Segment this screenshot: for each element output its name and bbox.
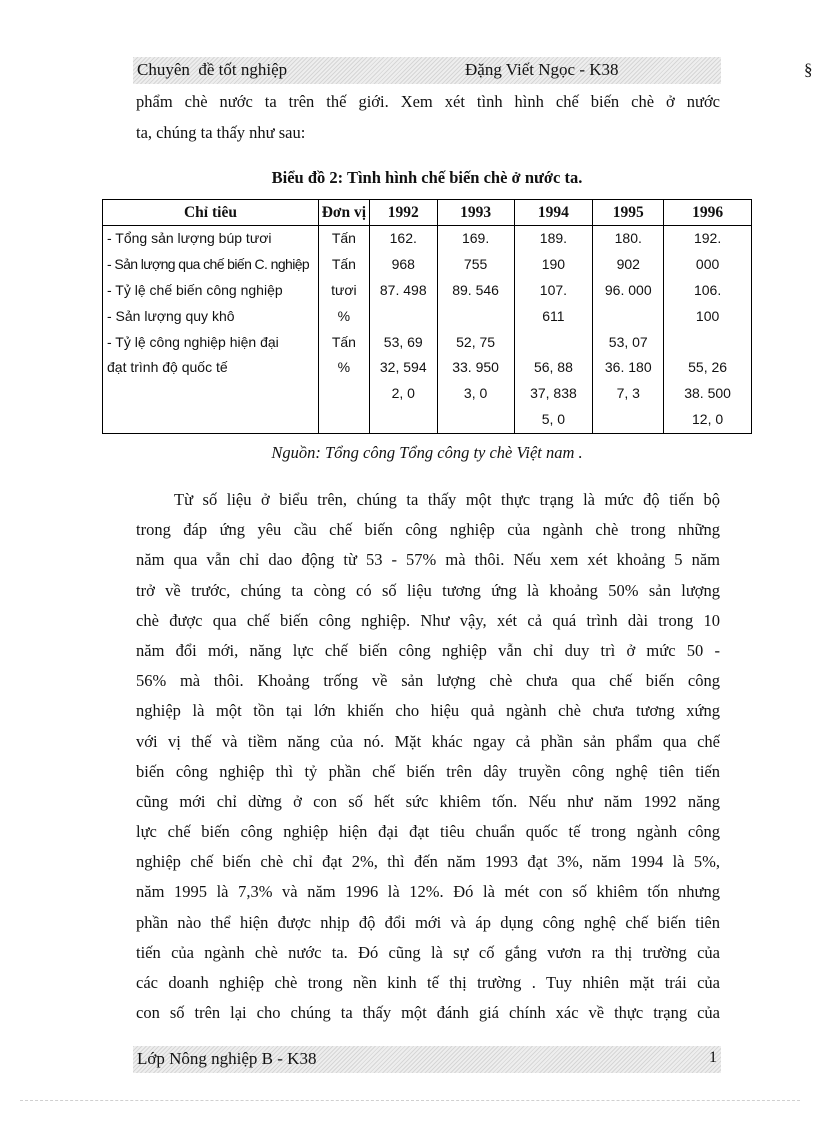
- body-line: 56% mà thôi. Khoảng trống về sản lượng chè chưa qua chế biến công: [136, 671, 720, 691]
- value-line: 755: [463, 255, 488, 272]
- value-line: [438, 304, 514, 330]
- body-line: các doanh nghiệp chè trong nền kinh tế thị trường . Tuy nhiên mặt trái của: [136, 973, 720, 992]
- body-line: con số trên lại cho chúng ta thấy một đánh giá chính xác về thực trạng của: [136, 1003, 720, 1023]
- cell-1992: [369, 226, 437, 434]
- cell-1993: [437, 226, 514, 434]
- value-line: 3, 0: [463, 385, 488, 402]
- indicator-line: - Tỷ lệ chế biến công nghiệp: [107, 281, 283, 298]
- body-line: nghiệp chế biến chè chỉ đạt 2%, thì đến năm 1993 đạt 3%, năm 1994 là 5%,: [136, 852, 720, 872]
- footer-class: Lớp Nông nghiệp B - K38: [137, 1049, 317, 1068]
- unit-line: Tấn: [331, 230, 356, 246]
- cell-units: [318, 226, 369, 434]
- th-1996: 1996: [664, 200, 752, 226]
- body-line: tiến của ngành chè nước ta. Đó cũng là sự cố gắng vươn ra thị trường của: [136, 942, 720, 962]
- th-1995: 1995: [593, 200, 664, 226]
- body-line: chè được qua chế biến công nghiệp. Như vậy, xét cả quá trình dài trong 10: [136, 610, 720, 630]
- intro-line-2: ta, chúng ta thấy như sau:: [136, 123, 306, 142]
- unit-line: tươi: [331, 281, 357, 298]
- body-line: trong đáp ứng yêu cầu chế biến công nghiệp của ngành chè trong những: [136, 520, 720, 540]
- body-line: Từ số liệu ở biểu trên, chúng ta thấy một thực trạng là mức độ tiến bộ: [174, 490, 720, 509]
- intro-line-1: phẩm chè nước ta trên thế giới. Xem xét tình hình chế biến chè ở nước: [136, 92, 720, 111]
- value-line: 12, 0: [692, 411, 724, 428]
- body-line: với vị thế và tiềm năng của nó. Mặt khác ngay cả phần sản phẩm qua chế: [136, 731, 720, 751]
- page-bottom-divider: [20, 1100, 800, 1101]
- value-line: 37, 838: [530, 385, 577, 402]
- body-line: năm qua vẫn chỉ dao động từ 53 - 57% mà thôi. Nếu xem xét khoảng 5 năm: [136, 550, 720, 570]
- table-caption: Biểu đồ 2: Tình hình chế biến chè ở nước ta.: [271, 168, 583, 187]
- value-line: 36. 180: [604, 359, 652, 376]
- value-line: 169.: [461, 230, 490, 246]
- page-header: [133, 57, 721, 84]
- value-line: 189.: [539, 230, 568, 246]
- value-line: 7, 3: [616, 385, 640, 402]
- body-line: năm đổi mới, năng lực chế biến công nghiệp vẫn chỉ duy trì ở mức 50 -: [136, 640, 720, 660]
- indicator-line: - Sản lượng quy khô: [107, 307, 235, 324]
- body-line: biến công nghiệp thì tỷ phần chế biến trên dây truyền công nghệ tiên tiến: [136, 761, 720, 781]
- data-table: [102, 199, 752, 434]
- value-line: 53, 69: [383, 333, 423, 350]
- unit-line: %: [337, 359, 351, 376]
- value-line: 190: [541, 255, 566, 272]
- value-line: 5, 0: [541, 411, 566, 428]
- value-line: 968: [391, 255, 415, 272]
- body-line: cũng mới chỉ dừng ở con số hết sức khiêm tốn. Nếu như năm 1992 năng: [136, 791, 720, 811]
- cell-1996: [664, 226, 752, 434]
- indicator-line: - Tổng sản lượng búp tươi: [107, 230, 272, 246]
- unit-line: Tấn: [331, 333, 356, 350]
- table-source: Nguồn: Tổng công Tổng công ty chè Việt nam .: [271, 443, 583, 462]
- cell-1994: [514, 226, 593, 434]
- body-line: năm 1995 là 7,3% và năm 1996 là 12%. Đó là mét con số khiêm tốn nhưng: [136, 882, 720, 902]
- value-line: [370, 304, 437, 330]
- unit-line: Tấn: [331, 255, 356, 272]
- header-title: Chuyên đề tốt nghiệp: [137, 60, 288, 79]
- cell-indicators: [103, 226, 319, 434]
- value-line: [664, 330, 751, 356]
- unit-line: %: [337, 307, 351, 324]
- th-1994: 1994: [514, 200, 593, 226]
- page-number: 1: [709, 1049, 717, 1066]
- value-line: 89. 546: [452, 281, 499, 298]
- value-line: 106.: [693, 281, 722, 298]
- page-footer: [133, 1046, 721, 1073]
- body-line: trở về trước, chúng ta còng có số liệu tương ứng là khoảng 50% sản lượng: [136, 580, 720, 600]
- value-line: 32, 594: [379, 359, 427, 376]
- margin-section-mark: §: [804, 60, 813, 79]
- value-line: 2, 0: [391, 385, 415, 402]
- value-line: 96. 000: [604, 281, 652, 298]
- indicator-line: - Sản lượng qua chế biến C. nghiệp: [107, 255, 310, 272]
- value-line: 52, 75: [456, 333, 496, 350]
- indicator-line: - Tỷ lệ công nghiệp hiện đại: [107, 333, 279, 350]
- value-line: 56, 88: [533, 359, 573, 376]
- value-line: 87. 498: [379, 281, 427, 298]
- value-line: 180.: [614, 230, 642, 246]
- value-line: [515, 330, 593, 356]
- value-line: 000: [695, 255, 720, 272]
- table-body-row: [103, 226, 752, 434]
- value-line: 53, 07: [608, 333, 648, 350]
- indicator-line: đạt trình độ quốc tế: [107, 359, 228, 376]
- cell-1995: [593, 226, 664, 434]
- th-unit: Đơn vị: [318, 200, 369, 226]
- th-indicator: Chỉ tiêu: [103, 200, 319, 226]
- th-1992: 1992: [369, 200, 437, 226]
- body-line: nghiệp là một tồn tại lớn khiến cho hiệu quả ngành chè chưa tương xứng: [136, 701, 720, 721]
- body-line: phần nào thể hiện được nhịp độ đổi mới và áp dụng công nghệ chế biến tiên: [136, 912, 720, 932]
- value-line: 38. 500: [684, 385, 731, 402]
- value-line: 33. 950: [452, 359, 499, 376]
- header-author: Đặng Viết Ngọc - K38: [465, 60, 619, 79]
- value-line: 55, 26: [688, 359, 728, 376]
- value-line: 100: [695, 307, 720, 324]
- value-line: 107.: [539, 281, 568, 298]
- value-line: 192.: [693, 230, 722, 246]
- body-line: lực chế biến công nghiệp hiện đại đạt tiêu chuẩn quốc tế trong ngành công: [136, 822, 720, 842]
- th-1993: 1993: [437, 200, 514, 226]
- value-line: 902: [616, 255, 640, 272]
- value-line: 162.: [389, 230, 417, 246]
- body-paragraph: [136, 485, 720, 1028]
- value-line: 611: [542, 307, 565, 324]
- value-line: [593, 304, 663, 330]
- table-header-row: [103, 200, 752, 226]
